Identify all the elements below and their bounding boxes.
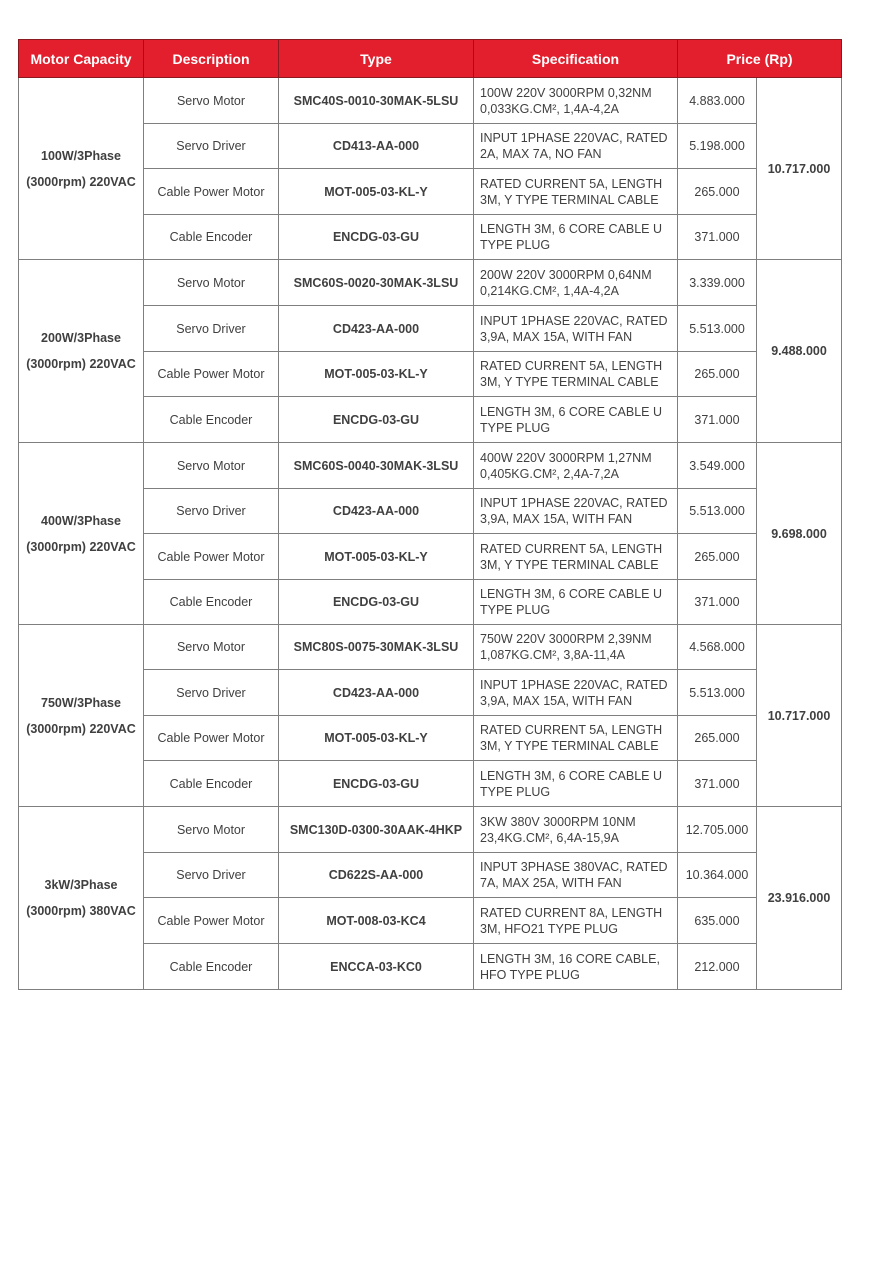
type-cell: ENCDG-03-GU [279, 761, 474, 807]
motor-capacity-cell [19, 260, 144, 443]
header-specification: Specification [474, 40, 678, 78]
description-cell: Servo Driver [144, 306, 279, 352]
motor-capacity-cell [19, 807, 144, 990]
spec-line-2: 3,9A, MAX 15A, WITH FAN [480, 693, 633, 708]
description-cell: Cable Power Motor [144, 169, 279, 215]
type-cell: ENCDG-03-GU [279, 580, 474, 625]
capacity-line-1: 400W/3Phase [41, 513, 121, 528]
specification-cell [474, 853, 678, 898]
type-cell: MOT-005-03-KL-Y [279, 169, 474, 215]
spec-line-1: LENGTH 3M, 6 CORE CABLE U [480, 587, 662, 601]
item-price-cell: 371.000 [678, 580, 757, 625]
header-type: Type [279, 40, 474, 78]
item-price-cell: 635.000 [678, 898, 757, 944]
item-price-cell: 5.513.000 [678, 489, 757, 534]
spec-line-1: INPUT 1PHASE 220VAC, RATED [480, 496, 668, 510]
spec-line-2: 3,9A, MAX 15A, WITH FAN [480, 329, 633, 344]
item-price-cell: 265.000 [678, 169, 757, 215]
type-cell: CD622S-AA-000 [279, 853, 474, 898]
spec-line-2: 1,087KG.CM², 3,8A-11,4A [480, 648, 625, 662]
description-cell: Cable Power Motor [144, 898, 279, 944]
item-price-cell: 5.513.000 [678, 670, 757, 716]
spec-line-1: INPUT 3PHASE 380VAC, RATED [480, 860, 668, 874]
description-cell: Cable Encoder [144, 761, 279, 807]
type-cell: ENCCA-03-KC0 [279, 944, 474, 990]
table-body [19, 78, 842, 990]
item-price-cell: 371.000 [678, 215, 757, 260]
header-price: Price (Rp) [678, 40, 842, 78]
specification-cell [474, 78, 678, 124]
total-price-cell: 10.717.000 [757, 78, 842, 260]
capacity-line-1: 200W/3Phase [41, 331, 121, 345]
total-price-cell: 9.698.000 [757, 443, 842, 625]
spec-line-2: 3M, Y TYPE TERMINAL CABLE [480, 739, 659, 753]
specification-cell [474, 670, 678, 716]
type-cell: CD423-AA-000 [279, 670, 474, 716]
capacity-line-1: 3kW/3Phase [44, 878, 118, 892]
total-price-cell: 23.916.000 [757, 807, 842, 990]
item-price-cell: 371.000 [678, 761, 757, 807]
type-cell: SMC130D-0300-30AAK-4HKP [279, 807, 474, 853]
total-price-cell: 9.488.000 [757, 260, 842, 443]
motor-capacity-cell [19, 625, 144, 807]
description-cell: Servo Motor [144, 625, 279, 670]
description-cell: Servo Motor [144, 260, 279, 306]
spec-line-2: 23,4KG.CM², 6,4A-15,9A [480, 830, 619, 845]
spec-line-1: INPUT 1PHASE 220VAC, RATED [480, 677, 668, 692]
specification-cell [474, 215, 678, 260]
description-cell: Cable Encoder [144, 215, 279, 260]
spec-line-1: INPUT 1PHASE 220VAC, RATED [480, 313, 668, 328]
specification-cell [474, 944, 678, 990]
spec-line-2: TYPE PLUG [480, 238, 551, 252]
type-cell: MOT-005-03-KL-Y [279, 716, 474, 761]
capacity-line-2: (3000rpm) 220VAC [26, 721, 136, 736]
table-row [19, 443, 842, 489]
specification-cell [474, 124, 678, 169]
spec-line-2: TYPE PLUG [480, 603, 551, 617]
item-price-cell: 12.705.000 [678, 807, 757, 853]
specification-cell [474, 443, 678, 489]
type-cell: ENCDG-03-GU [279, 397, 474, 443]
description-cell: Cable Encoder [144, 944, 279, 990]
spec-line-2: 2A, MAX 7A, NO FAN [480, 147, 602, 161]
header-row [19, 40, 842, 78]
specification-cell [474, 169, 678, 215]
item-price-cell: 5.513.000 [678, 306, 757, 352]
description-cell: Cable Power Motor [144, 352, 279, 397]
specification-cell [474, 625, 678, 670]
description-cell: Servo Driver [144, 489, 279, 534]
table-row [19, 625, 842, 670]
motor-capacity-cell [19, 78, 144, 260]
capacity-line-2: (3000rpm) 220VAC [26, 357, 136, 371]
description-cell: Servo Driver [144, 124, 279, 169]
description-cell: Servo Motor [144, 443, 279, 489]
item-price-cell: 3.339.000 [678, 260, 757, 306]
spec-line-1: 200W 220V 3000RPM 0,64NM [480, 267, 652, 282]
spec-line-1: LENGTH 3M, 6 CORE CABLE U [480, 222, 662, 236]
item-price-cell: 212.000 [678, 944, 757, 990]
table-row [19, 807, 842, 853]
header-capacity: Motor Capacity [19, 40, 144, 78]
specification-cell [474, 580, 678, 625]
spec-line-1: RATED CURRENT 5A, LENGTH [480, 723, 663, 737]
spec-line-1: INPUT 1PHASE 220VAC, RATED [480, 131, 668, 145]
item-price-cell: 3.549.000 [678, 443, 757, 489]
item-price-cell: 10.364.000 [678, 853, 757, 898]
capacity-line-2: (3000rpm) 220VAC [26, 539, 136, 554]
item-price-cell: 265.000 [678, 716, 757, 761]
spec-line-1: LENGTH 3M, 16 CORE CABLE, [480, 951, 660, 966]
price-table [18, 39, 842, 990]
motor-capacity-cell [19, 443, 144, 625]
type-cell: MOT-005-03-KL-Y [279, 534, 474, 580]
spec-line-2: 7A, MAX 25A, WITH FAN [480, 876, 622, 890]
type-cell: CD423-AA-000 [279, 306, 474, 352]
spec-line-1: LENGTH 3M, 6 CORE CABLE U [480, 768, 662, 783]
table-row [19, 78, 842, 124]
spec-line-1: LENGTH 3M, 6 CORE CABLE U [480, 404, 662, 419]
type-cell: SMC60S-0040-30MAK-3LSU [279, 443, 474, 489]
specification-cell [474, 761, 678, 807]
capacity-line-1: 750W/3Phase [41, 695, 121, 710]
spec-line-1: RATED CURRENT 5A, LENGTH [480, 541, 663, 556]
spec-line-2: TYPE PLUG [480, 420, 551, 435]
spec-line-2: 3M, Y TYPE TERMINAL CABLE [480, 192, 659, 207]
spec-line-1: RATED CURRENT 5A, LENGTH [480, 359, 663, 373]
type-cell: MOT-008-03-KC4 [279, 898, 474, 944]
spec-line-1: 3KW 380V 3000RPM 10NM [480, 814, 636, 829]
item-price-cell: 371.000 [678, 397, 757, 443]
type-cell: SMC60S-0020-30MAK-3LSU [279, 260, 474, 306]
spec-line-2: 3M, HFO21 TYPE PLUG [480, 921, 619, 936]
specification-cell [474, 260, 678, 306]
spec-line-2: HFO TYPE PLUG [480, 967, 580, 982]
item-price-cell: 265.000 [678, 534, 757, 580]
spec-line-2: 0,033KG.CM², 1,4A-4,2A [480, 101, 619, 116]
specification-cell [474, 397, 678, 443]
spec-line-1: 400W 220V 3000RPM 1,27NM [480, 450, 652, 465]
specification-cell [474, 306, 678, 352]
spec-line-1: RATED CURRENT 8A, LENGTH [480, 905, 663, 920]
item-price-cell: 4.568.000 [678, 625, 757, 670]
specification-cell [474, 489, 678, 534]
spec-line-2: 0,405KG.CM², 2,4A-7,2A [480, 466, 619, 481]
capacity-line-2: (3000rpm) 380VAC [26, 904, 136, 918]
total-price-cell: 10.717.000 [757, 625, 842, 807]
spec-line-2: TYPE PLUG [480, 784, 551, 799]
type-cell: MOT-005-03-KL-Y [279, 352, 474, 397]
spec-line-1: 750W 220V 3000RPM 2,39NM [480, 632, 652, 646]
specification-cell [474, 807, 678, 853]
type-cell: ENCDG-03-GU [279, 215, 474, 260]
specification-cell [474, 898, 678, 944]
specification-cell [474, 716, 678, 761]
capacity-line-2: (3000rpm) 220VAC [26, 174, 136, 189]
description-cell: Servo Driver [144, 853, 279, 898]
description-cell: Cable Power Motor [144, 716, 279, 761]
type-cell: CD423-AA-000 [279, 489, 474, 534]
spec-line-2: 3M, Y TYPE TERMINAL CABLE [480, 557, 659, 572]
spec-line-2: 3M, Y TYPE TERMINAL CABLE [480, 375, 659, 389]
type-cell: SMC40S-0010-30MAK-5LSU [279, 78, 474, 124]
description-cell: Servo Motor [144, 807, 279, 853]
header-description: Description [144, 40, 279, 78]
type-cell: CD413-AA-000 [279, 124, 474, 169]
description-cell: Servo Driver [144, 670, 279, 716]
type-cell: SMC80S-0075-30MAK-3LSU [279, 625, 474, 670]
item-price-cell: 5.198.000 [678, 124, 757, 169]
specification-cell [474, 534, 678, 580]
spec-line-1: RATED CURRENT 5A, LENGTH [480, 176, 663, 191]
capacity-line-1: 100W/3Phase [41, 148, 121, 163]
spec-line-1: 100W 220V 3000RPM 0,32NM [480, 85, 652, 100]
item-price-cell: 265.000 [678, 352, 757, 397]
description-cell: Cable Encoder [144, 580, 279, 625]
item-price-cell: 4.883.000 [678, 78, 757, 124]
specification-cell [474, 352, 678, 397]
spec-line-2: 3,9A, MAX 15A, WITH FAN [480, 512, 633, 526]
description-cell: Cable Power Motor [144, 534, 279, 580]
description-cell: Cable Encoder [144, 397, 279, 443]
spec-line-2: 0,214KG.CM², 1,4A-4,2A [480, 283, 619, 298]
table-row [19, 260, 842, 306]
description-cell: Servo Motor [144, 78, 279, 124]
